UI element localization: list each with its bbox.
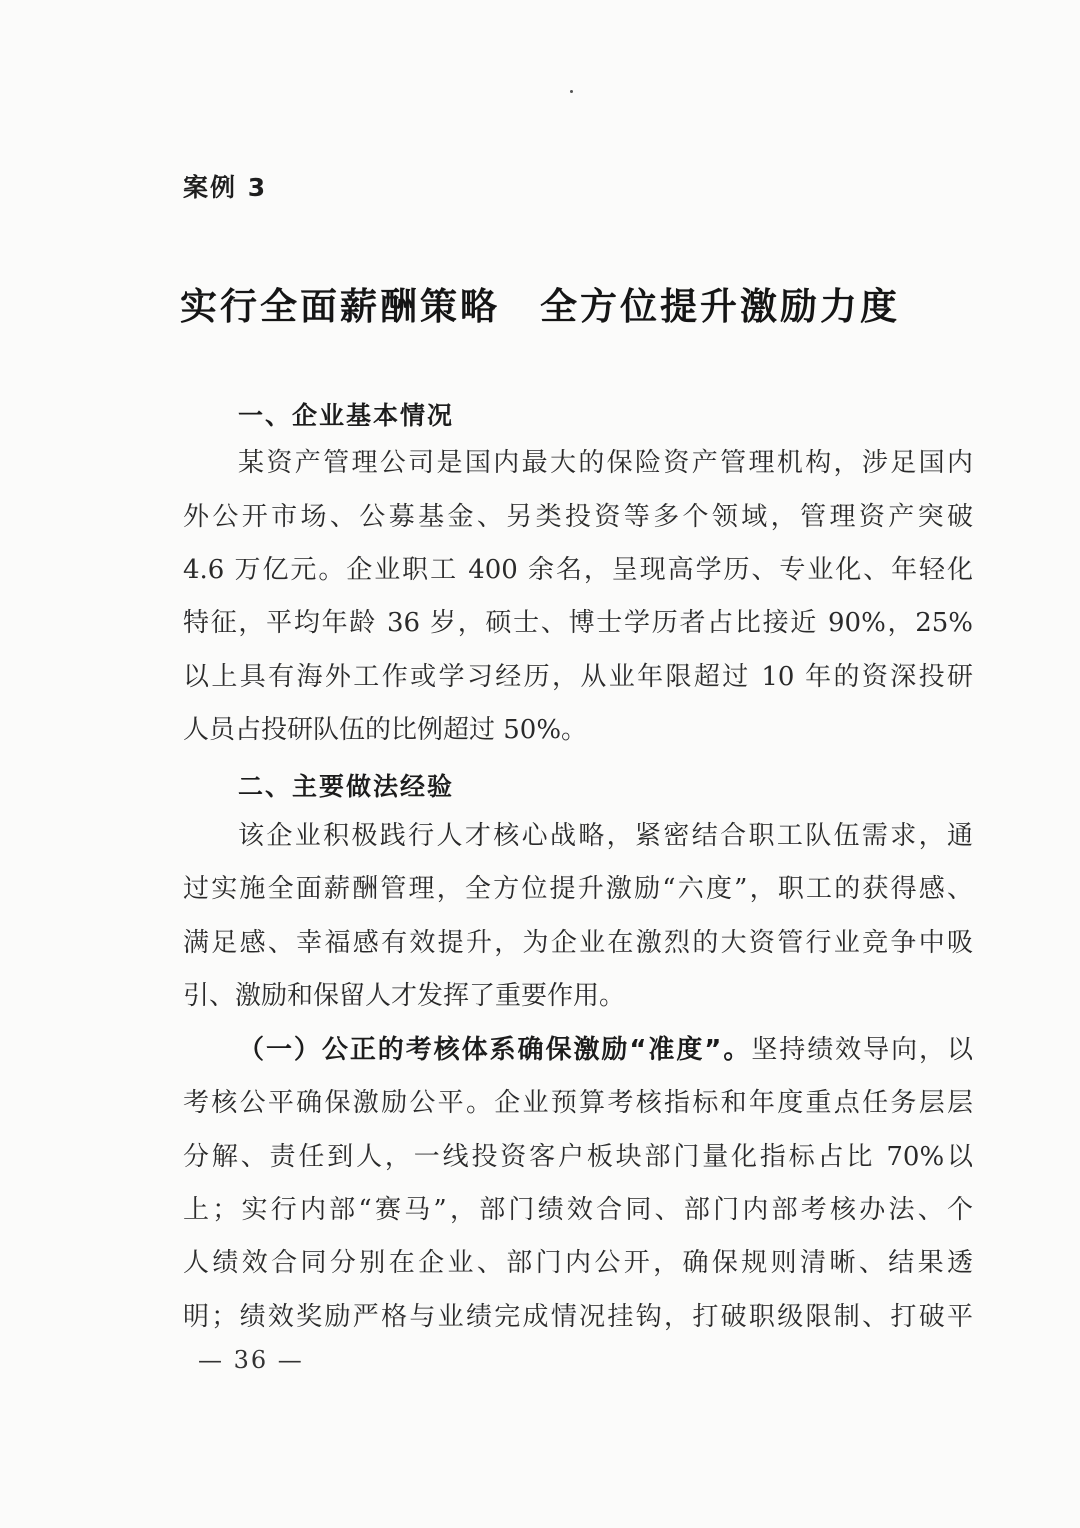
paragraph-line: 过实施全面薪酬管理，全方位提升激励“六度”，职工的获得感、 bbox=[183, 874, 973, 904]
paragraph-line: 该企业积极践行人才核心战略，紧密结合职工队伍需求，通 bbox=[238, 821, 973, 851]
paragraph-line: 满足感、幸福感有效提升，为企业在激烈的大资管行业竞争中吸 bbox=[183, 928, 973, 958]
section-1-heading: 一、企业基本情况 bbox=[238, 401, 455, 430]
document-title bbox=[0, 276, 1080, 330]
paragraph-line: 特征，平均年龄 36 岁，硕士、博士学历者占比接近 90%，25% bbox=[183, 608, 973, 638]
paragraph-line: 明；绩效奖励严格与业绩完成情况挂钩，打破职级限制、打破平 bbox=[183, 1302, 973, 1332]
title-part-2: 全方位提升激励力度 bbox=[540, 284, 900, 328]
section-2-heading: 二、主要做法经验 bbox=[238, 772, 455, 801]
paragraph-line: 外公开市场、公募基金、另类投资等多个领域，管理资产突破 bbox=[183, 502, 973, 532]
paragraph-line: 引、激励和保留人才发挥了重要作用。 bbox=[183, 981, 626, 1011]
paragraph-line: 人员占投研队伍的比例超过 50%。 bbox=[183, 715, 588, 745]
paragraph-line: 分解、责任到人，一线投资客户板块部门量化指标占比 70%以 bbox=[183, 1142, 973, 1172]
paragraph-line: 考核公平确保激励公平。企业预算考核指标和年度重点任务层层 bbox=[183, 1088, 973, 1118]
scan-speck bbox=[570, 90, 573, 93]
page-number: — 36 — bbox=[198, 1346, 304, 1374]
subsection-1-lead-rest: 坚持绩效导向，以 bbox=[751, 1035, 973, 1065]
paragraph-line: 人绩效合同分别在企业、部门内公开，确保规则清晰、结果透 bbox=[183, 1248, 973, 1278]
subsection-1-lead-line bbox=[238, 1033, 973, 1067]
paragraph-line: 以上具有海外工作或学习经历，从业年限超过 10 年的资深投研 bbox=[183, 662, 973, 692]
paragraph-line: 上；实行内部“赛马”，部门绩效合同、部门内部考核办法、个 bbox=[183, 1195, 973, 1225]
paragraph-line: 4.6 万亿元。企业职工 400 余名，呈现高学历、专业化、年轻化 bbox=[183, 555, 973, 585]
title-part-1: 实行全面薪酬策略 bbox=[180, 284, 500, 328]
case-label: 案例 3 bbox=[183, 173, 268, 202]
paragraph-line: 某资产管理公司是国内最大的保险资产管理机构，涉足国内 bbox=[238, 448, 973, 478]
subsection-1-heading: （一）公正的考核体系确保激励“准度”。 bbox=[238, 1035, 752, 1065]
